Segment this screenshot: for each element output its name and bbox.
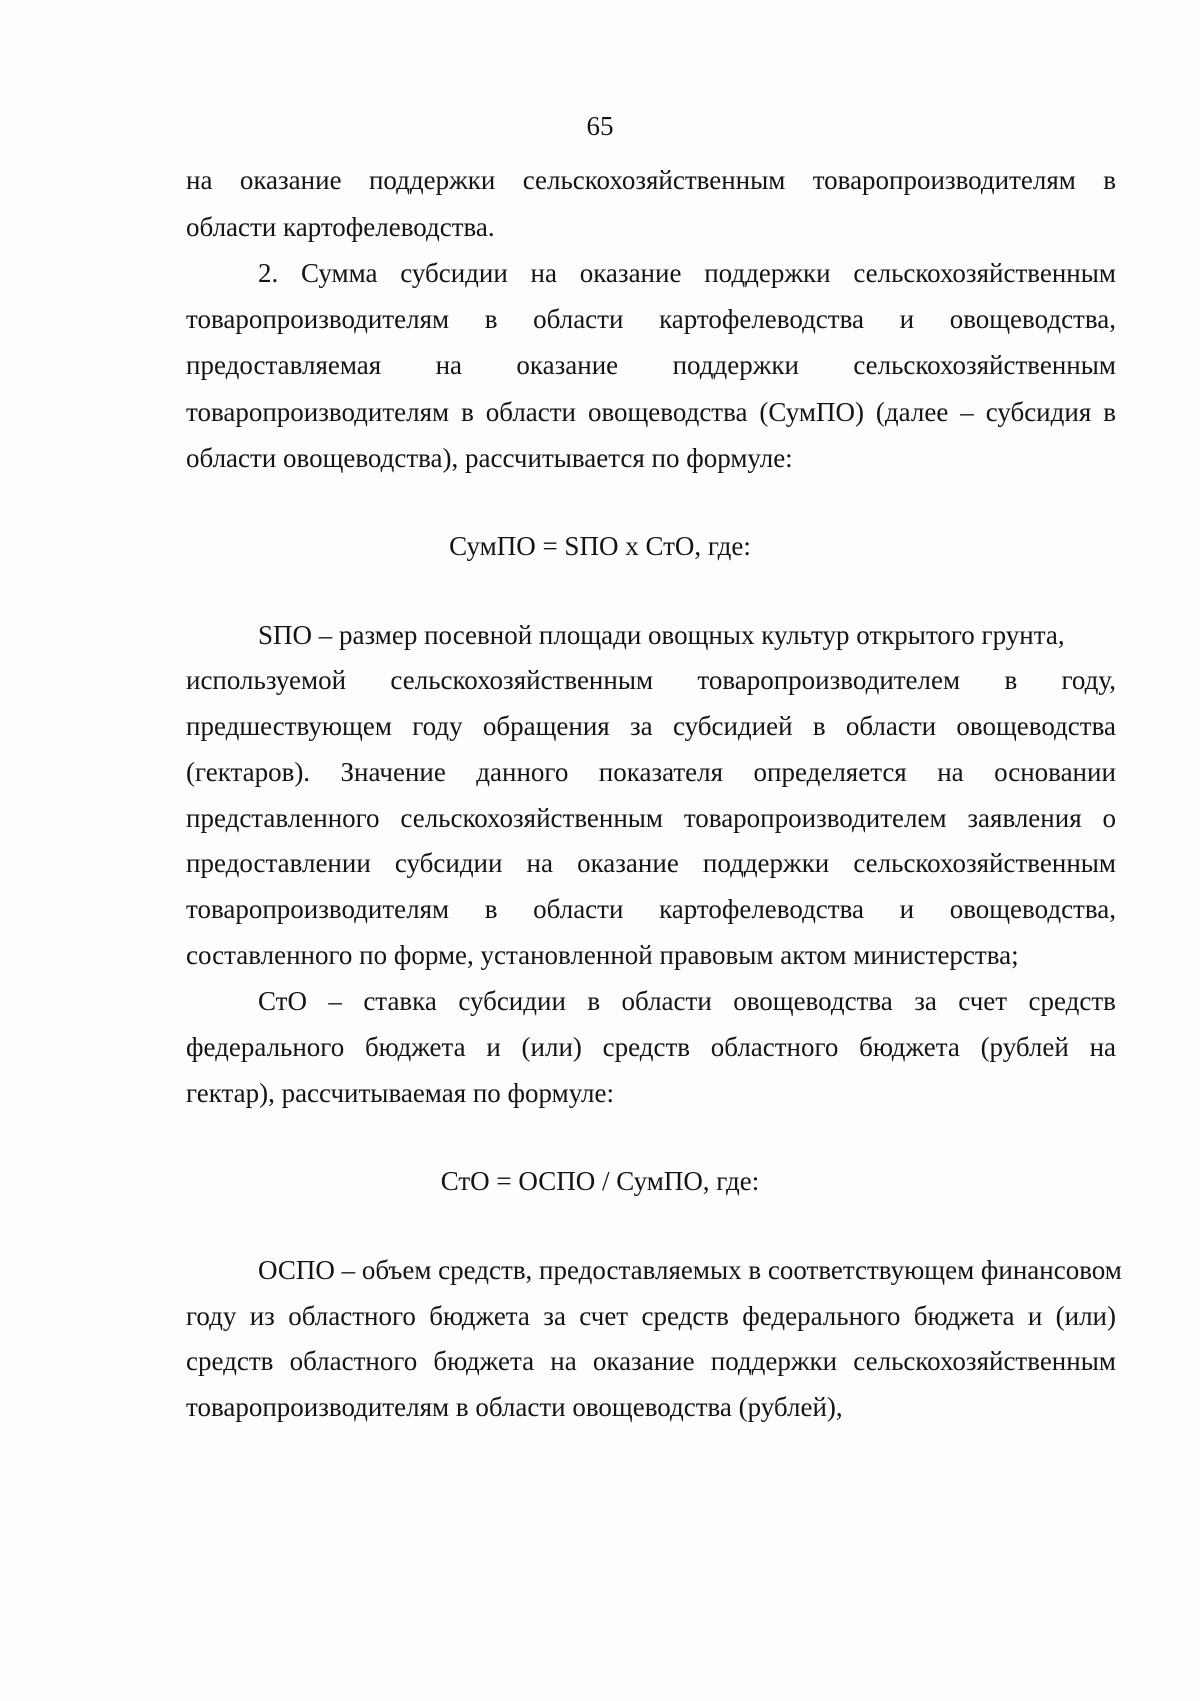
word: средств — [641, 1301, 729, 1331]
page-number: 65 — [586, 111, 614, 141]
word: поддержки — [368, 165, 496, 195]
word: (гектаров). — [186, 757, 311, 787]
word: области — [485, 397, 577, 427]
word: сельскохозяйственным — [522, 165, 786, 195]
word: бюджета — [913, 1301, 1015, 1331]
word: основании — [994, 757, 1116, 787]
word: овощеводства, — [949, 304, 1116, 334]
word: бюджета — [859, 1032, 960, 1062]
word: оказание — [592, 1346, 695, 1376]
word: областного — [289, 1346, 418, 1376]
word: счет — [579, 1301, 629, 1331]
word: поддержки — [672, 350, 799, 380]
word: области — [533, 894, 624, 924]
word: товаропроизводителям — [812, 165, 1076, 195]
word: средств — [186, 1346, 274, 1376]
word: оказание — [579, 258, 682, 288]
word: 2. — [258, 258, 279, 288]
word: в — [484, 304, 498, 334]
word: товаропроизводителем — [683, 803, 947, 833]
word: овощеводства — [587, 397, 748, 427]
word: данного — [476, 757, 569, 787]
word: картофелеводства — [659, 304, 864, 334]
word: товаропроизводителям — [186, 894, 450, 924]
formula: СумПО = SПО х СтО, где: — [449, 531, 751, 561]
word: в — [461, 397, 474, 427]
text-line: составленного по форме, установленной правовым актом министерства; — [186, 940, 1019, 970]
word: предоставлении — [186, 848, 371, 878]
word: обращения — [482, 711, 610, 741]
word: в — [587, 986, 601, 1016]
word: субсидии — [458, 986, 566, 1016]
word: за — [630, 711, 653, 741]
word: бюджета — [429, 1301, 530, 1331]
text-line — [186, 1299, 1116, 1333]
word: в — [1103, 397, 1116, 427]
word: году — [186, 1301, 237, 1331]
word: и — [1027, 1301, 1043, 1331]
word: на — [186, 165, 213, 195]
word: средств — [1028, 986, 1116, 1016]
word: – — [960, 397, 974, 427]
word: сельскохозяйственным — [390, 665, 654, 695]
word: овощеводства — [956, 711, 1116, 741]
word: на — [435, 350, 463, 380]
word: сельскохозяйственным — [853, 848, 1116, 878]
word: – — [328, 986, 342, 1016]
word: и — [899, 304, 915, 334]
word: сельскохозяйственным — [853, 350, 1116, 380]
text-line — [258, 984, 1116, 1018]
word: на — [937, 757, 964, 787]
word: определяется — [753, 757, 907, 787]
text-line — [186, 801, 1116, 835]
word: в — [812, 711, 826, 741]
word: бюджета — [433, 1346, 535, 1376]
word: бюджета — [364, 1032, 466, 1062]
text-line — [186, 348, 1116, 382]
word: оказание — [239, 165, 342, 195]
word: субсидии — [394, 848, 503, 878]
word: в — [1004, 665, 1018, 695]
text-line: области картофелеводства. — [186, 212, 495, 242]
word: сельскохозяйственным — [853, 1346, 1116, 1376]
word: на — [526, 848, 553, 878]
word: оказание — [516, 350, 619, 380]
word: товаропроизводителем — [697, 665, 961, 695]
word: овощеводства, — [949, 894, 1116, 924]
word: на — [530, 258, 557, 288]
word: из — [249, 1301, 275, 1331]
word: федерального — [742, 1301, 901, 1331]
word: СтО — [258, 986, 307, 1016]
text-line — [186, 663, 1116, 697]
word: областного — [288, 1301, 416, 1331]
word: заявления — [967, 803, 1082, 833]
word: и — [486, 1032, 501, 1062]
text-line — [186, 302, 1116, 336]
word: товаропроизводителям — [186, 304, 450, 334]
word: Значение — [340, 757, 446, 787]
word: (далее — [875, 397, 949, 427]
text-line: товаропроизводителям в области овощеводства (рублей), — [186, 1392, 843, 1422]
word: о — [1102, 803, 1116, 833]
text-line — [258, 256, 1116, 290]
word: области — [533, 304, 624, 334]
text-line — [186, 1030, 1116, 1064]
text-line — [186, 1344, 1116, 1378]
word: счет — [958, 986, 1008, 1016]
word: используемой — [186, 665, 347, 695]
word: году — [412, 711, 463, 741]
word: в — [1103, 165, 1116, 195]
text-line — [186, 395, 1116, 429]
text-line: области овощеводства), рассчитывается по формуле: — [186, 443, 793, 473]
word: поддержки — [702, 848, 830, 878]
word: и — [899, 894, 915, 924]
word: поддержки — [704, 258, 831, 288]
text-line — [186, 755, 1116, 789]
word: Сумма — [301, 258, 378, 288]
word: картофелеводства — [659, 894, 864, 924]
word: (рублей — [980, 1032, 1069, 1062]
text-line: SПО – размер посевной площади овощных культур открытого грунта, — [258, 620, 1065, 650]
word: на — [1089, 1032, 1116, 1062]
word: за — [914, 986, 937, 1016]
formula: СтО = ОСПО / СумПО, где: — [440, 1166, 760, 1196]
word: субсидией — [672, 711, 793, 741]
word: (или) — [521, 1032, 582, 1062]
text-line — [186, 163, 1116, 197]
word: области — [845, 711, 937, 741]
word: субсидии — [400, 258, 508, 288]
word: предшествующем — [186, 711, 392, 741]
word: показателя — [598, 757, 724, 787]
text-line — [186, 892, 1116, 926]
text-line: гектар), рассчитываемая по формуле: — [186, 1078, 615, 1108]
text-line — [186, 709, 1116, 743]
word: (СумПО) — [759, 397, 864, 427]
word: за — [543, 1301, 566, 1331]
word: области — [621, 986, 712, 1016]
word: сельскохозяйственным — [853, 258, 1116, 288]
word: предоставляемая — [186, 350, 382, 380]
word: средств — [602, 1032, 691, 1062]
word: ставка — [363, 986, 437, 1016]
word: областного — [710, 1032, 839, 1062]
word: федерального — [186, 1032, 345, 1062]
word: товаропроизводителям — [186, 397, 450, 427]
word: сельскохозяйственным — [400, 803, 664, 833]
word: году, — [1061, 665, 1116, 695]
word: представленного — [186, 803, 380, 833]
text-line: ОСПО – объем средств, предоставляемых в соответствующем финансовом — [258, 1255, 1122, 1285]
word: в — [484, 894, 498, 924]
word: (или) — [1055, 1301, 1116, 1331]
word: оказание — [577, 848, 679, 878]
word: на — [550, 1346, 577, 1376]
word: субсидия — [985, 397, 1092, 427]
word: овощеводства — [733, 986, 893, 1016]
word: поддержки — [710, 1346, 838, 1376]
text-line — [186, 846, 1116, 880]
